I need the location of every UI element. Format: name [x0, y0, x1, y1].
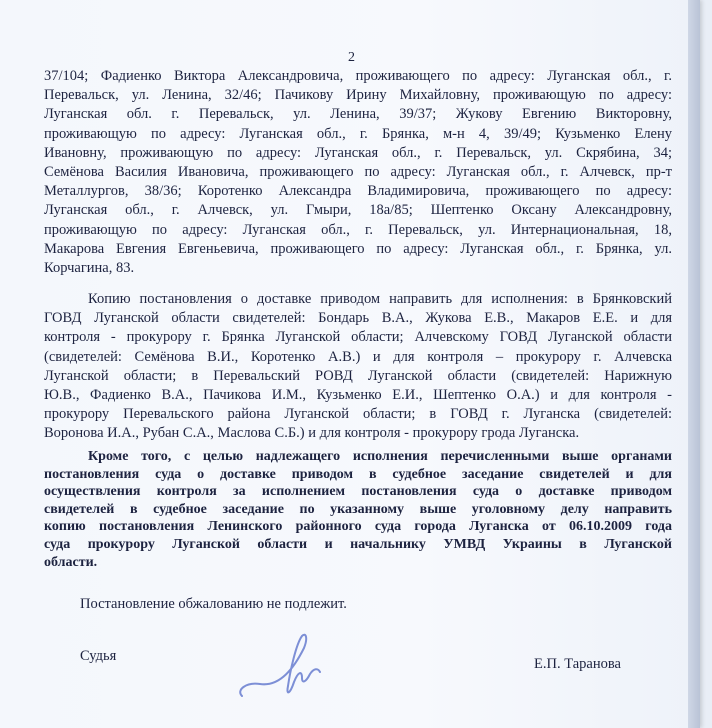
judge-label: Судья — [80, 648, 117, 664]
text-line: прокурору Перевальского района Луганской области; в ГОВД г. Луганска (свидетелей: — [44, 406, 672, 423]
text-line: (свидетелей: Семёнова В.И., Коротенко А.В.) и для контроля – прокурору г. Алчевска — [44, 348, 672, 365]
page-edge — [688, 0, 700, 728]
copy-distribution-paragraph — [44, 290, 672, 444]
text-line: ГОВД Луганской области свидетелей: Бондарь В.А., Жукова Е.В., Макаров Е.Е. и для — [44, 310, 672, 327]
text-line: Ивановну, проживающую по адресу: Луганская обл., г. Перевальск, ул. Скрябина, 34; — [44, 144, 672, 161]
text-line: Корчагина, 83. — [44, 260, 135, 277]
text-line: проживающую по адресу: Луганская обл., г. Брянка, м-н 4, 39/49; Кузьменко Елену — [44, 125, 672, 142]
text-line: Перевальск, ул. Ленина, 32/46; Пачикову Ирину Михайловну, проживающую по адресу: — [44, 87, 672, 104]
text-line: Ю.В., Фадиенко В.А., Пачикова И.М., Кузьменко Е.И., Шептенко О.А.) и для контроля - — [44, 387, 672, 404]
text-line: 37/104; Фадиенко Виктора Александровича, проживающего по адресу: Луганская обл., г. — [44, 68, 672, 84]
text-line: Кроме того, с целью надлежащего исполнения перечисленными выше органами — [88, 449, 672, 464]
text-line: области. — [44, 554, 98, 570]
text-line: Копию постановления о доставке приводом направить для исполнения: в Брянковский — [88, 291, 672, 307]
page-number: 2 — [348, 50, 355, 65]
text-line: контроля - прокурору г. Брянка Луганской области; Алчевскому ГОВД Луганской области — [44, 329, 672, 346]
text-line: Макарова Евгения Евгеньевича, проживающего по адресу: Луганская обл., г. Брянка, ул. — [44, 240, 672, 257]
appeal-note: Постановление обжалованию не подлежит. — [80, 596, 347, 612]
witness-addresses-paragraph — [44, 67, 672, 278]
judge-name: Е.П. Таранова — [534, 656, 621, 672]
text-line: суда прокурору Луганской области и начальнику УМВД Украины в Луганской — [44, 536, 672, 552]
text-line: копию постановления Ленинского районного суда города Луганска от 06.10.2009 года — [44, 519, 672, 535]
bold-instruction-paragraph — [44, 448, 672, 571]
text-line: постановления суда о доставке приводом в судебное заседание свидетелей и для — [44, 466, 672, 482]
text-line: Семёнова Василия Ивановича, проживающего по адресу: Луганская обл., г. Алчевск, пр-т — [44, 164, 672, 181]
text-line: Металлургов, 38/36; Коротенко Александра Владимировича, проживающего по адресу: — [44, 183, 672, 200]
text-line: свидетелей в судебное заседание по указанному выше уголовному делу направить — [44, 501, 672, 517]
text-line: Воронова И.А., Рубан С.А., Маслова С.Б.) и для контроля - прокурору грода Луганска. — [44, 425, 580, 442]
text-line: осуществления контроля за исполнением постановления суда о доставке приводом — [44, 484, 672, 500]
text-line: Луганская обл. г. Перевальск, ул. Ленина, 39/37; Жукову Евгению Викторовну, — [44, 106, 672, 123]
text-line: Луганская обл., г. Алчевск, ул. Гмыри, 18а/85; Шептенко Оксану Александровну, — [44, 202, 672, 219]
text-line: проживающую по адресу: Луганская обл., г. Перевальск, ул. Интернациональная, 18, — [44, 221, 672, 238]
signature-icon — [228, 624, 348, 704]
text-line: Луганской области; в Перевальский РОВД Луганской области (свидетелей: Нарижную — [44, 367, 672, 384]
